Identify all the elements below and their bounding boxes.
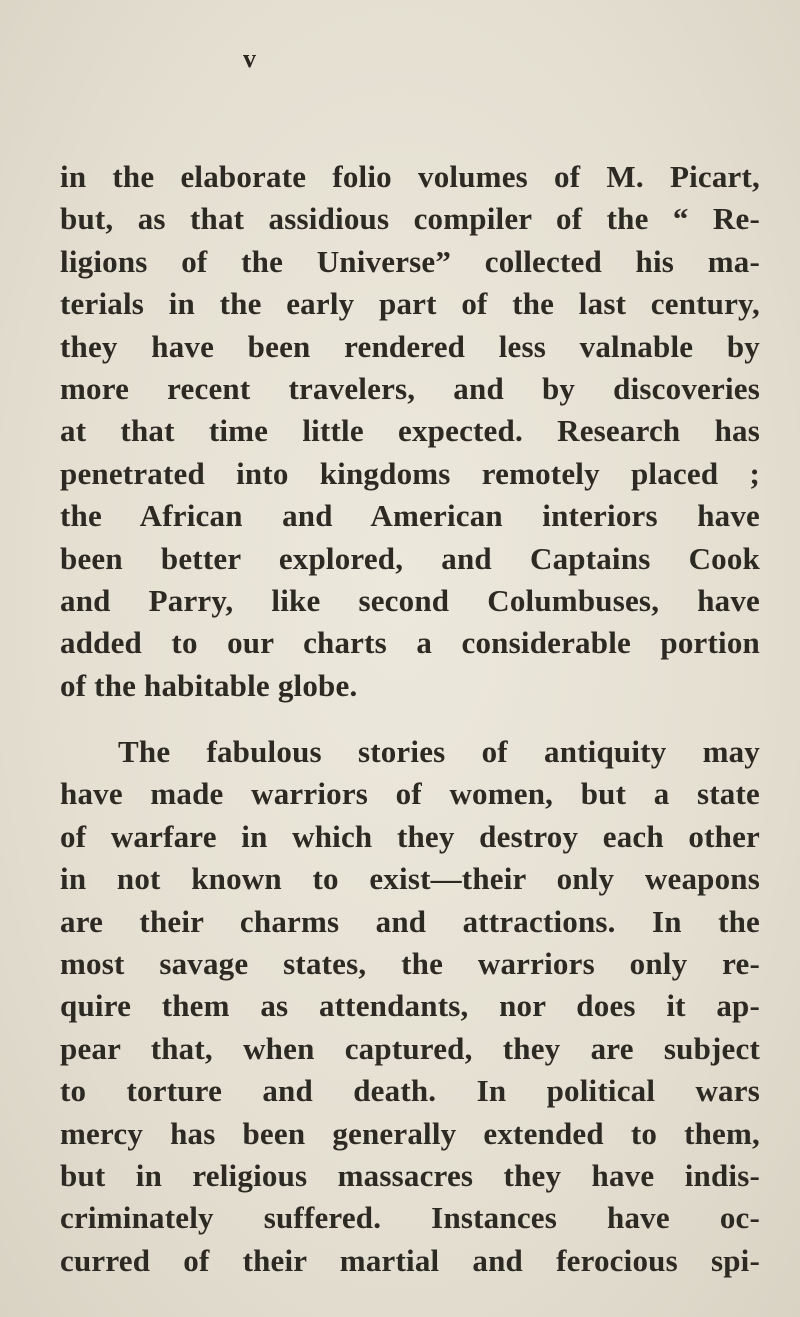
text-line: criminately suffered. Instances have oc- — [60, 1200, 760, 1236]
text-line: at that time little expected. Research has — [60, 413, 760, 449]
text-line: of the habitable globe. — [60, 667, 358, 703]
text-line: mercy has been generally extended to them, — [60, 1115, 760, 1151]
text-line: in the elaborate folio volumes of M. Picart, — [60, 159, 760, 194]
text-line: been better explored, and Captains Cook — [60, 540, 760, 576]
text-line: have made warriors of women, but a state — [60, 776, 760, 812]
text-line: penetrated into kingdoms remotely placed ; — [60, 455, 760, 491]
paragraph-1 — [60, 156, 760, 707]
text-line: and Parry, like second Columbuses, have — [60, 582, 760, 618]
text-line: quire them as attendants, nor does it ap- — [60, 988, 760, 1024]
text-line: pear that, when captured, they are subject — [60, 1030, 760, 1066]
text-line: terials in the early part of the last century, — [60, 286, 760, 322]
text-line: they have been rendered less valnable by — [60, 328, 760, 364]
text-line: but in religious massacres they have indis- — [60, 1157, 760, 1193]
text-line: of warfare in which they destroy each other — [60, 818, 760, 854]
text-line: most savage states, the warriors only re- — [60, 945, 760, 981]
text-line: to torture and death. In political wars — [60, 1073, 760, 1109]
text-line: more recent travelers, and by discoveries — [60, 370, 760, 406]
text-line: the African and American interiors have — [60, 498, 760, 534]
text-line: ligions of the Universe” collected his ma- — [60, 243, 760, 279]
text-line: in not known to exist—their only weapons — [60, 861, 760, 897]
text-line: are their charms and attractions. In the — [60, 903, 760, 939]
text-line: but, as that assidious compiler of the “ Re- — [60, 201, 760, 237]
paragraph-2 — [60, 731, 760, 1282]
text-line: curred of their martial and ferocious spi- — [60, 1242, 760, 1278]
text-line: The fabulous stories of antiquity may — [118, 734, 760, 769]
signature-mark: v — [243, 44, 256, 73]
text-line: added to our charts a considerable portion — [60, 625, 760, 661]
